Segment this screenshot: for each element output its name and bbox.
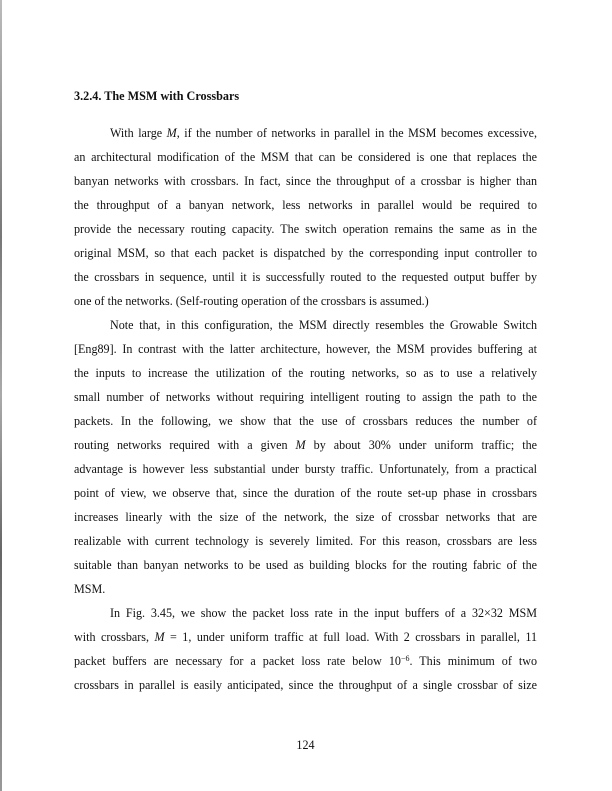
text-line: one of the networks. (Self-routing operation of the crossbars is assumed.) <box>74 294 429 308</box>
text-line: crossbars in parallel is easily anticipated, since the throughput of a single crossbar of size <box>74 678 537 692</box>
text-line: Note that, in this configuration, the MSM directly resembles the Growable Switch <box>110 318 537 332</box>
text-line: provide the necessary routing capacity. The switch operation remains the same as in the <box>74 222 537 236</box>
text-line: realizable with current technology is severely limited. For this reason, crossbars are less <box>74 534 537 548</box>
text-line: banyan networks with crossbars. In fact, since the throughput of a crossbar is higher than <box>74 174 537 188</box>
section-heading: 3.2.4. The MSM with Crossbars <box>74 89 240 103</box>
text-line: advantage is however less substantial under bursty traffic. Unfortunately, from a practical <box>74 462 537 476</box>
scan-edge <box>0 0 2 791</box>
text-line: the crossbars in sequence, until it is successfully routed to the requested output buffer by <box>74 270 537 284</box>
text-line: [Eng89]. In contrast with the latter architecture, however, the MSM provides buffering at <box>74 342 537 356</box>
text-line: small number of networks without requiring intelligent routing to assign the path to the <box>74 390 537 404</box>
text-line: the inputs to increase the utilization of the routing networks, so as to use a relatively <box>74 366 537 380</box>
text-line: original MSM, so that each packet is dispatched by the corresponding input controller to <box>74 246 537 260</box>
text-line: routing networks required with a given M by about 30% under uniform traffic; the <box>74 438 537 452</box>
text-line: suitable than banyan networks to be used as building blocks for the routing fabric of the <box>74 558 537 572</box>
text-line: with crossbars, M = 1, under uniform traffic at full load. With 2 crossbars in parallel, 11 <box>74 630 538 644</box>
text-line: point of view, we observe that, since the duration of the route set-up phase in crossbars <box>74 486 537 500</box>
text-line: an architectural modification of the MSM that can be considered is one that replaces the <box>74 150 537 164</box>
text-line: In Fig. 3.45, we show the packet loss rate in the input buffers of a 32×32 MSM <box>110 606 537 620</box>
text-line: the throughput of a banyan network, less networks in parallel would be required to <box>74 198 537 212</box>
page-number: 124 <box>296 738 315 752</box>
text-line: With large M, if the number of networks in parallel in the MSM becomes excessive, <box>110 126 537 140</box>
text-line: packet buffers are necessary for a packet loss rate below $10^{-6}$. This minimum of two <box>74 654 537 668</box>
text-line: increases linearly with the size of the network, the size of crossbar networks that are <box>74 510 537 524</box>
text-line: packets. In the following, we show that the use of crossbars reduces the number of <box>74 414 537 428</box>
text-line: MSM. <box>74 582 106 596</box>
